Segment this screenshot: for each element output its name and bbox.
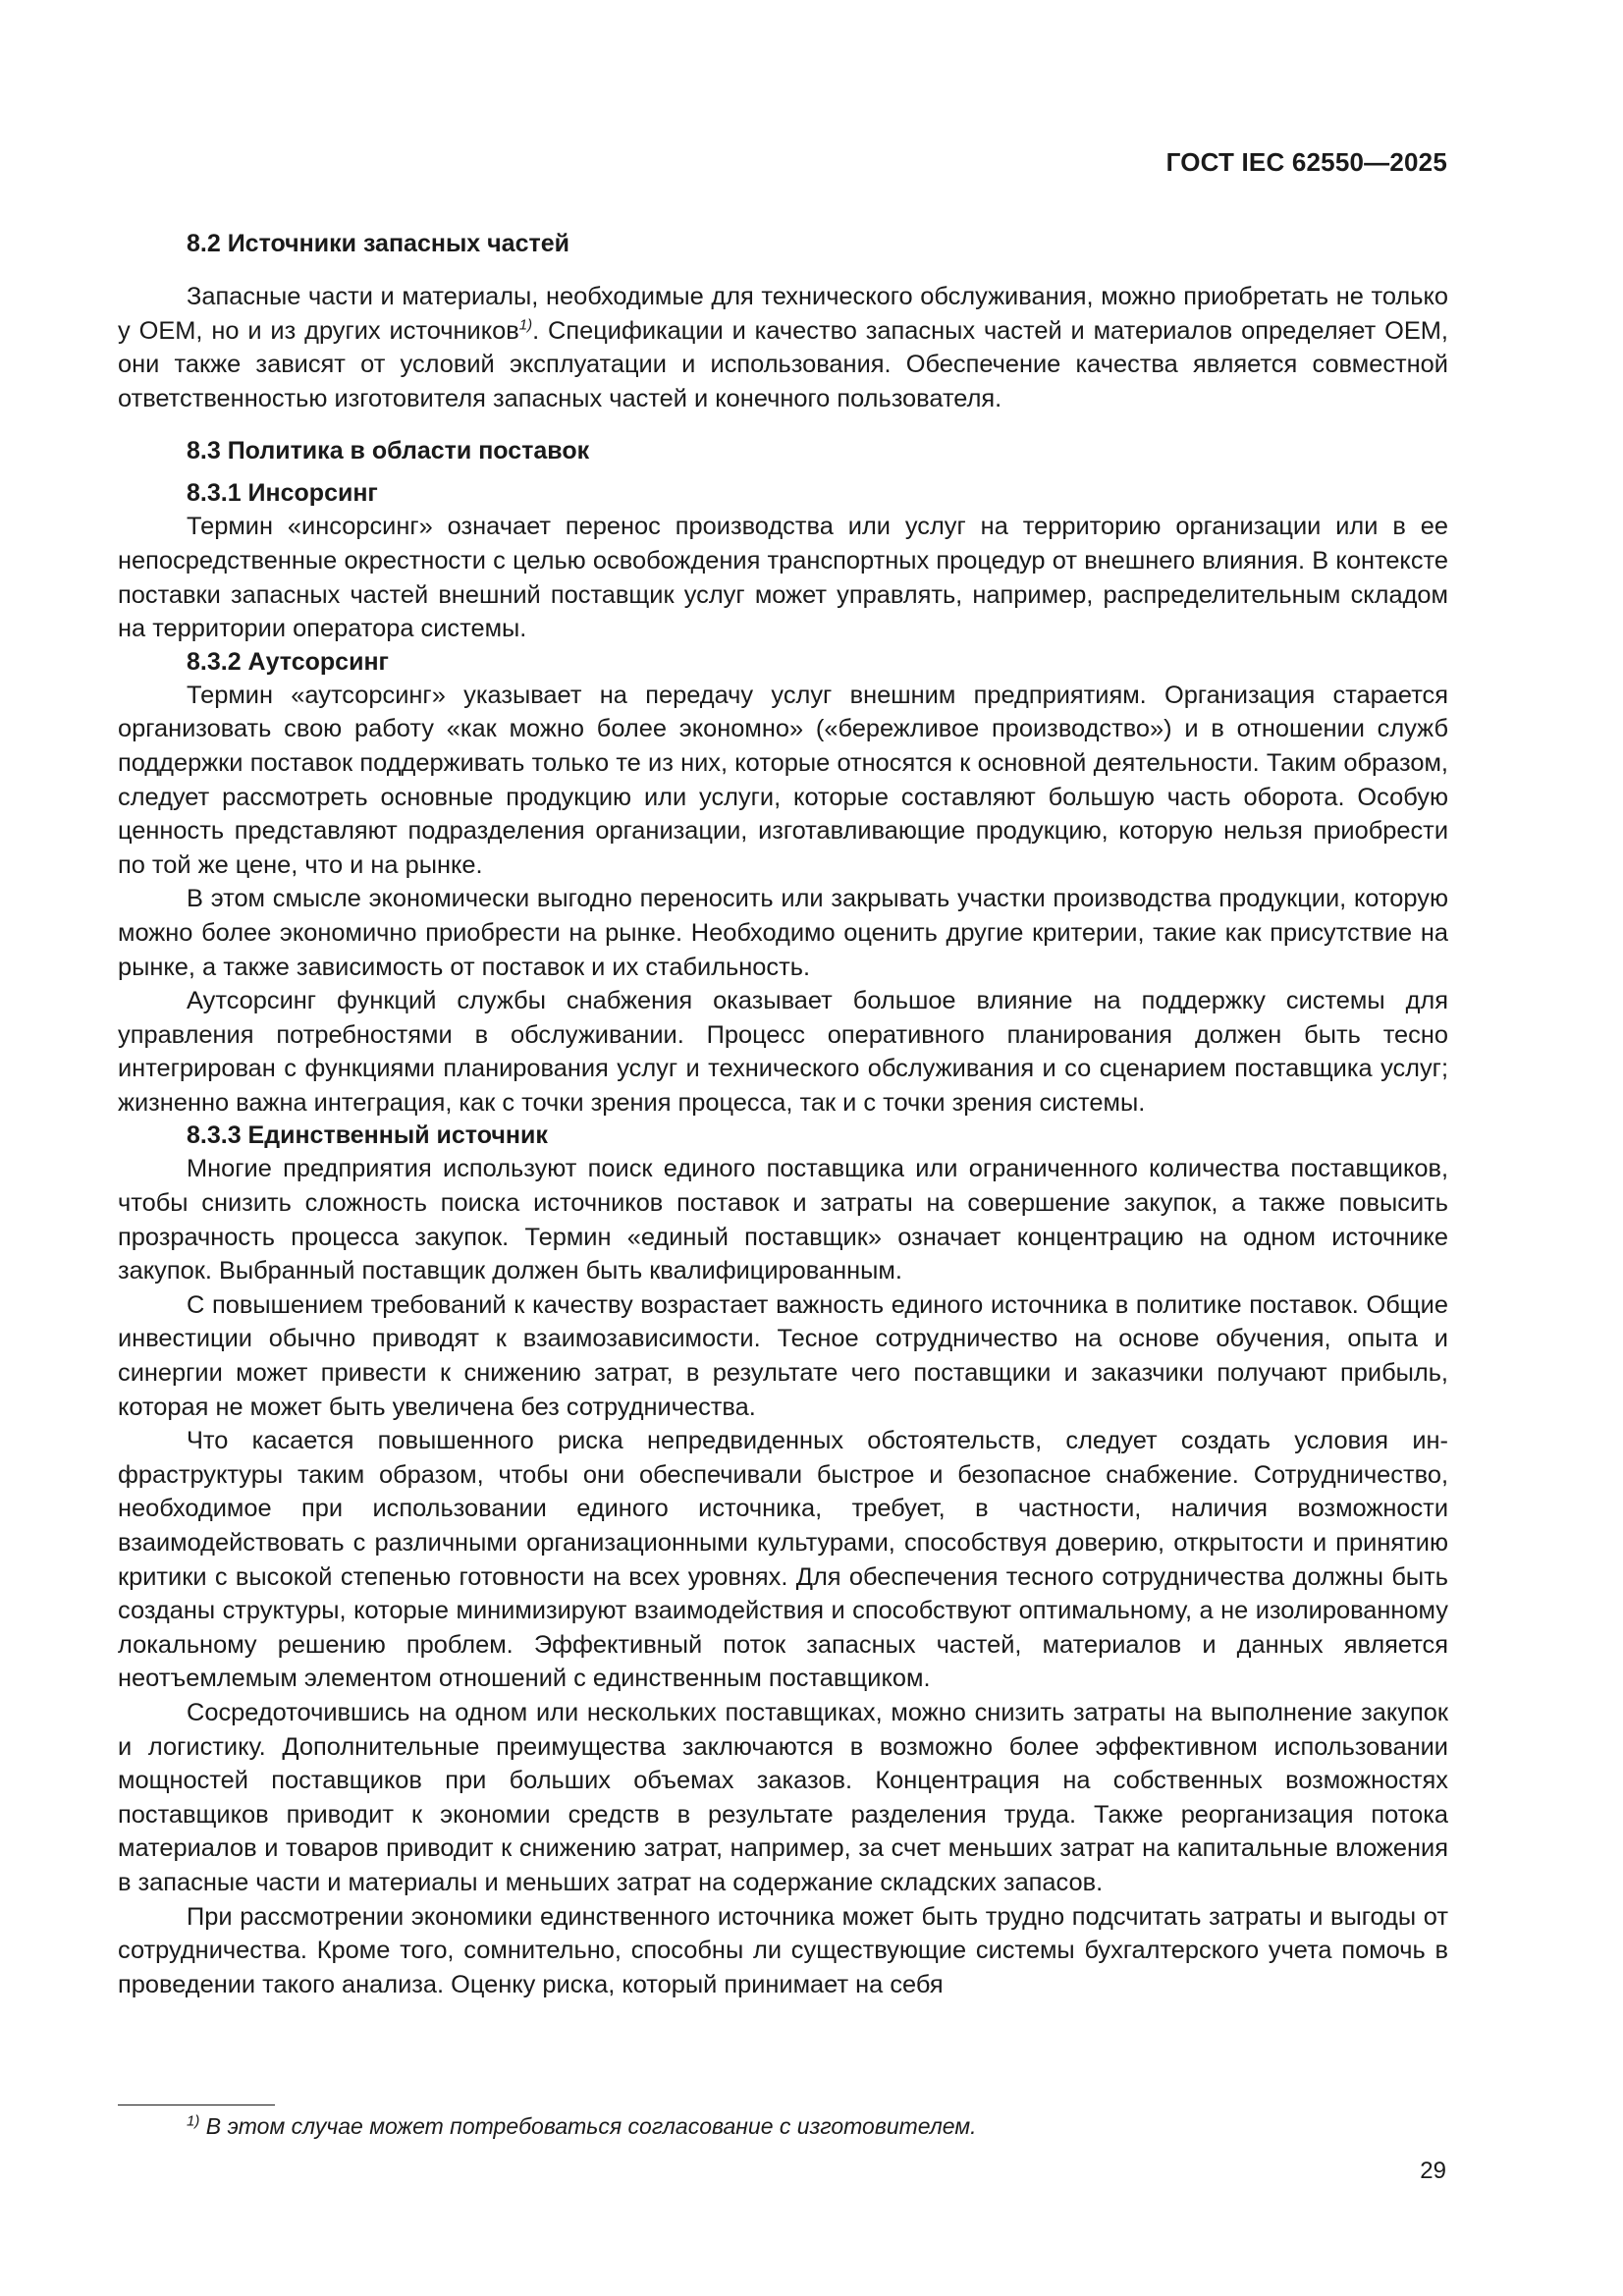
footnote-marker: 1) — [187, 2112, 200, 2130]
paragraph-text: . Спецификации и качество запасных частей и материалов определяет OEM, они также зависят от условий эксплуатации и использования. Обеспечение качества является совместной ответственностью изготовителя запасных частей и конечного пользователя. — [118, 316, 1448, 412]
section-heading-8-3: 8.3 Политика в области поставок — [187, 437, 590, 465]
footnote-text: В этом случае может потребоваться согласование с изготовителем. — [199, 2113, 977, 2139]
footnote — [187, 2111, 977, 2141]
page-number: 29 — [1420, 2158, 1446, 2184]
paragraph: Многие предприятия используют поиск единого поставщика или ограниченного количества поставщиков, чтобы снизить сложность поиска источников поставок и затраты на совершение закупок, а также повысить прозрачность процесса закупок. Термин «единый поставщик» означает концентрацию на одном источнике закупок. Выбранный поставщик должен быть квалифицированным. — [118, 1155, 1448, 1285]
paragraph: Термин «инсорсинг» означает перенос производства или услуг на территорию организации или в ее непосредственные окрестности с целью освобождения транспортных процедур от внешнего влияния. В контексте поставки запасных частей внешний поставщик услуг может управлять, например, распределительным складом на территории оператора системы. — [118, 513, 1448, 643]
paragraph: Аутсорсинг функций службы снабжения оказывает большое влияние на поддержку системы для управления потребностями в обслуживании. Процесс оперативного планирования должен быть тесно интегрирован с функциями планирования услуг и технического обслуживания и со сценарием поставщика услуг; жизненно важна интеграция, как с точки зрения процесса, так и с точки зрения системы. — [118, 987, 1448, 1117]
document-id-header: ГОСТ IEC 62550—2025 — [1165, 147, 1447, 177]
paragraph: С повышением требований к качеству возрастает важность единого источника в политике поставок. Общие инвестиции обычно приводят к взаимозависимости. Тесное сотрудничество на основе обучения, опыта и синергии может привести к снижению затрат, в результате чего поставщики и заказчики получают прибыль, которая не может быть увеличена без сотрудничества. — [118, 1290, 1448, 1421]
section-heading-8-3-3: 8.3.3 Единственный источник — [187, 1121, 548, 1150]
paragraph: В этом смысле экономически выгодно переносить или закрывать участки производства продукции, которую можно более экономично приобрести на рынке. Необходимо оценить другие критерии, такие как присутствие на рынке, а также зависимость от поставок и их стабильность. — [118, 885, 1448, 981]
section-heading-8-3-1: 8.3.1 Инсорсинг — [187, 479, 378, 508]
paragraph: При рассмотрении экономики единственного источника может быть трудно подсчитать затраты и выгоды от сотрудничества. Кроме того, сомнительно, способны ли существующие системы бухгалтерского учета помочь в проведении такого анализа. Оценку риска, который принимает на себя — [118, 1902, 1448, 1998]
section-heading-8-3-2: 8.3.2 Аутсорсинг — [187, 647, 389, 676]
section-heading-8-2: 8.2 Источники запасных частей — [187, 230, 569, 257]
paragraph — [118, 280, 1448, 415]
paragraph: Термин «аутсорсинг» указывает на передачу услуг внешним предприятиям. Организация старается организовать свою работу «как можно более экономно» («бережливое производство») и в отношении служб поддержки поставок поддерживать только те из них, которые относятся к основной деятельности. Таким образом, следует рассмотреть основные продукцию или услуги, которые составляют большую часть оборота. Особую ценность представляют подразделения организации, изготавливающие продукцию, которую нельзя приобрести по той же цене, что и на рынке. — [118, 681, 1448, 879]
paragraph: Сосредоточившись на одном или нескольких поставщиках, можно снизить затраты на выполнение закупок и логистику. Дополнительные преимущества заключаются в возможно более эффективном использовании мощностей поставщиков при больших объемах заказов. Концентрация на собственных возможностях поставщиков приводит к экономии средств в результате разделения труда. Также реорганизация потока материалов и товаров приводит к снижению затрат, например, за счет меньших затрат на капитальные вложения в запасные части и материалы и меньших затрат на содержание складских запасов. — [118, 1698, 1448, 1896]
paragraph: Что касается повышенного риска непредвиденных обстоятельств, следует создать условия инфраструктуры таким образом, чтобы они обеспечивали быстрое и безопасное снабжение. Сотрудничество, необходимое при использовании единого источника, требует, в частности, наличия возможности взаимодействовать с различными организационными культурами, способствуя доверию, открытости и принятию критики с высокой степенью готовности на всех уровнях. Для обеспечения тесного сотрудничества должны быть созданы структуры, которые минимизируют взаимодействия и способствуют оптимальному, а не изолированному локальному решению проблем. Эффективный поток запасных частей, материалов и данных является неотъемлемым элементом отношений с единственным поставщиком. — [118, 1427, 1448, 1693]
main-content — [118, 228, 1448, 2001]
footnote-reference: 1) — [518, 316, 533, 334]
paragraph-text: Запасные части и материалы, необходимые для технического обслуживания, можно приобретать не только у OEM, но и из других источников — [118, 283, 1448, 345]
